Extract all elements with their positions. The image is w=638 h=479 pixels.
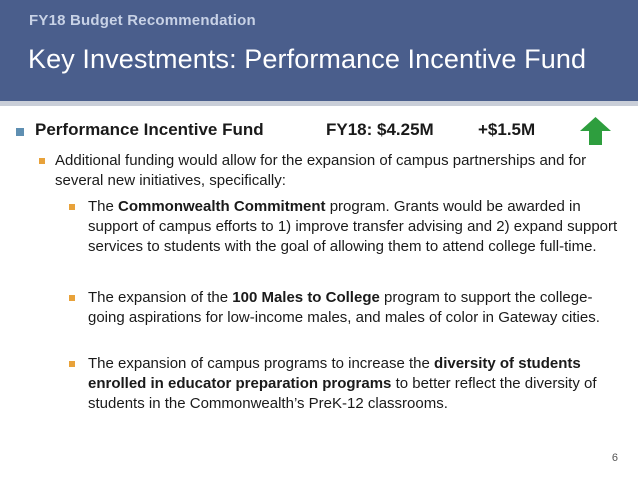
bullet-square-icon	[39, 158, 45, 164]
fund-amount: FY18: $4.25M	[326, 120, 434, 139]
initiative-name: Commonwealth Commitment	[118, 198, 326, 215]
fund-name: Performance Incentive Fund	[35, 120, 264, 139]
bullet-square-icon	[69, 204, 75, 210]
initiative-name: 100 Males to College	[232, 289, 380, 306]
slide-kicker: FY18 Budget Recommendation	[29, 12, 256, 29]
page-number: 6	[611, 452, 618, 464]
green-up-arrow-icon	[579, 116, 612, 146]
slide-title: Key Investments: Performance Incentive Fund	[28, 44, 587, 74]
initiative-item: The expansion of the 100 Males to College program to support the college-going aspirations for low-income males, and males of color in Gateway cities.	[88, 289, 600, 326]
intro-text: Additional funding would allow for the expansion of campus partnerships and for several new initiatives, specifically:	[55, 152, 587, 189]
initiative-item: The Commonwealth Commitment program. Grants would be awarded in support of campus efforts to 1) improve transfer advising and 2) expand support services to students with the goal of allowing them to attend college full-time.	[88, 198, 618, 255]
bullet-square-icon	[69, 295, 75, 301]
initiative-name: diversity of students enrolled in educator preparation programs	[88, 355, 581, 392]
bullet-square-icon	[16, 128, 24, 136]
initiative-item: The expansion of campus programs to increase the diversity of students enrolled in educator preparation programs to better reflect the diversity of students in the Commonwealth’s PreK-12 classrooms.	[88, 355, 597, 412]
fund-change: +$1.5M	[478, 120, 536, 139]
bullet-square-icon	[69, 361, 75, 367]
